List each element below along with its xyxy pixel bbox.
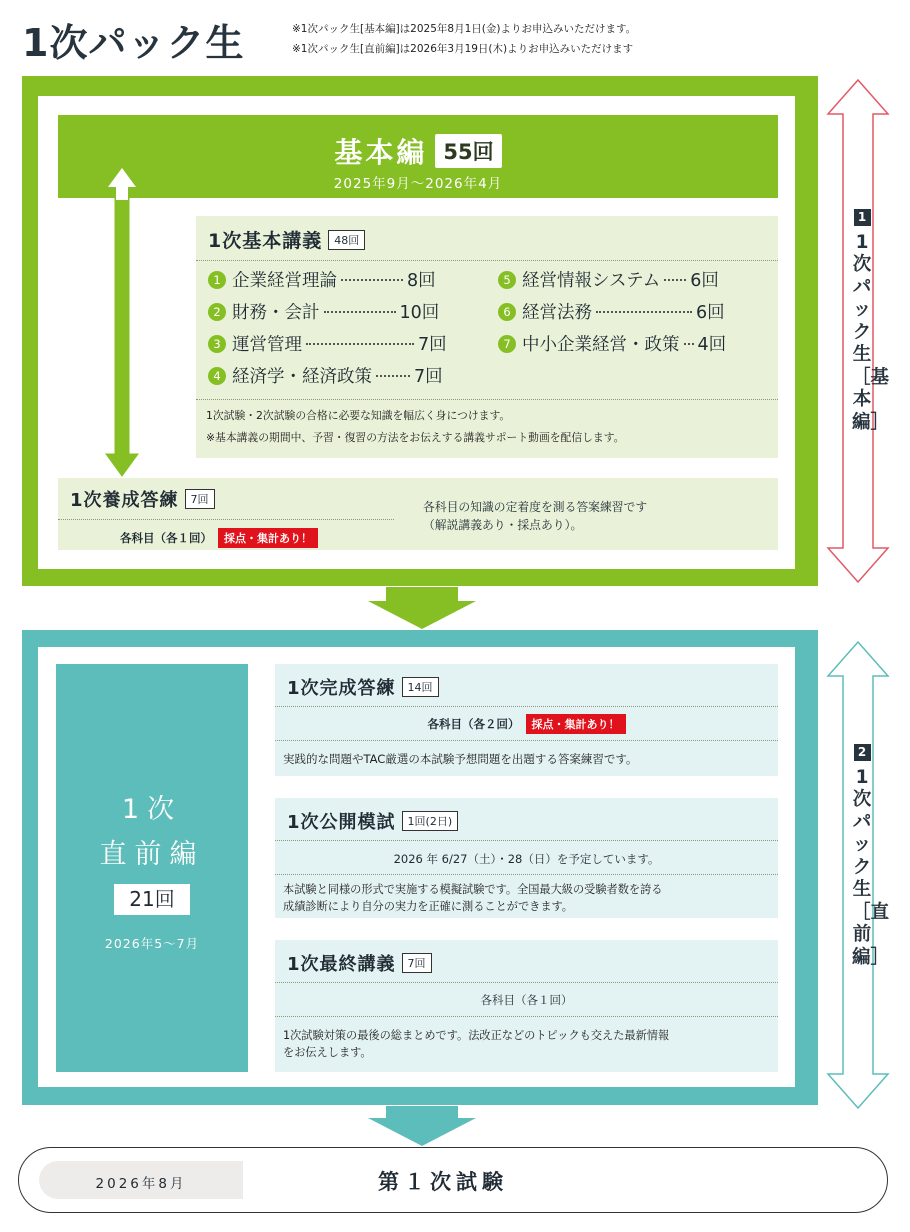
final-lecture-box: [275, 940, 778, 1072]
subject-name: 経営情報システム: [522, 271, 661, 291]
side-label-text: 1次パック生［基本編］: [852, 231, 890, 433]
dot-leader: [664, 279, 686, 281]
mock-exam-desc-1: 本試験と同様の形式で実施する模擬試験です。全国最大級の受験者数を誇る: [283, 883, 663, 896]
dot-leader: [684, 343, 694, 345]
down-arrow: [368, 1106, 476, 1146]
subject-name: 運営管理: [232, 335, 302, 355]
subject-item: [208, 363, 443, 388]
divider: [275, 1016, 778, 1017]
subject-name: 経営法務: [522, 303, 592, 323]
subject-count: 7回: [418, 335, 447, 355]
direct-side-label: [842, 740, 890, 969]
direct-side-title-1: 1次: [121, 794, 183, 825]
direct-count-badge: 21回: [114, 884, 190, 915]
final-lecture-count-tag: 7回: [402, 953, 432, 973]
lecture-title-text: 1次基本講義: [208, 230, 323, 252]
subject-item: [498, 331, 726, 356]
basic-title: [58, 131, 778, 171]
drill-title: [70, 486, 215, 512]
lecture-count-tag: 48回: [328, 230, 365, 250]
mock-exam-title: [287, 808, 458, 834]
divider: [275, 874, 778, 875]
drill-subtitle: [120, 528, 318, 548]
final-lecture-desc-2: をお伝えします。: [283, 1046, 372, 1059]
subject-number: 3: [208, 335, 226, 353]
final-lecture-desc-1: 1次試験対策の最後の総まとめです。法改正などのトピックも交えた最新情報: [283, 1029, 670, 1042]
basic-count-badge: 55回: [435, 134, 501, 168]
subject-item: [498, 299, 725, 324]
lecture-desc: 1次試験・2次試験の合格に必要な知識を幅広く身につけます。: [206, 409, 511, 422]
lecture-title: [208, 226, 365, 253]
complete-drill-box: [275, 664, 778, 776]
divider: [196, 399, 778, 400]
drill-count-tag: 7回: [185, 489, 215, 509]
subject-count: 10回: [399, 303, 440, 323]
subject-count: 6回: [690, 271, 719, 291]
drill-desc-line2: （解説講義あり・採点あり）。: [423, 518, 583, 532]
subject-item: [498, 267, 719, 292]
mock-exam-count-tag: 1回(2日): [402, 811, 459, 831]
drill-desc: [423, 498, 647, 534]
subject-number: 6: [498, 303, 516, 321]
drill-title-text: 1次養成答練: [70, 490, 179, 511]
mock-exam-title-text: 1次公開模試: [287, 812, 396, 833]
subject-number: 7: [498, 335, 516, 353]
side-label-text: 1次パック生［直前編］: [852, 766, 890, 968]
complete-drill-subtitle-text: 各科目（各２回）: [427, 717, 520, 731]
mock-exam-box: [275, 798, 778, 918]
exam-title: 第１次試験: [378, 1170, 508, 1194]
complete-drill-desc: 実践的な問題やTAC厳選の本試験予想問題を出題する答案練習です。: [283, 752, 638, 766]
scoring-badge: 採点・集計あり！: [526, 714, 626, 734]
notice-direct: ※1次パック生[直前編]は2026年3月19日(木)よりお申込みいただけます: [292, 43, 634, 55]
scoring-badge: 採点・集計あり！: [218, 528, 318, 548]
subject-count: 7回: [414, 367, 443, 387]
lecture-box: [196, 216, 778, 458]
basic-header: [58, 115, 778, 198]
drill-subtitle-text: 各科目（各１回）: [120, 531, 212, 545]
dot-leader: [376, 375, 410, 377]
dot-leader: [341, 279, 403, 281]
direct-side-title-2: 直前編: [99, 839, 205, 870]
subject-number: 4: [208, 367, 226, 385]
complete-drill-subtitle: [275, 714, 778, 734]
direct-period: 2026年5～7月: [104, 936, 200, 951]
subject-name: 経済学・経済政策: [232, 367, 372, 387]
lecture-note: ※基本講義の期間中、予習・復習の方法をお伝えする講義サポート動画を配信します。: [206, 431, 625, 444]
subject-item: [208, 331, 447, 356]
subject-count: 6回: [696, 303, 725, 323]
down-arrow: [368, 587, 476, 629]
page-title: 1次パック生: [22, 21, 245, 65]
dot-leader: [306, 343, 414, 345]
mock-exam-schedule: 2026 年 6/27（土）・28（日）を予定しています。: [393, 852, 660, 866]
drill-desc-line1: 各科目の知識の定着度を測る答案練習です: [423, 500, 648, 514]
final-lecture-title: [287, 950, 432, 976]
complete-drill-title: [287, 674, 439, 700]
subject-number: 2: [208, 303, 226, 321]
mock-exam-desc-2: 成績診断により自分の実力を正確に測ることができます。: [283, 900, 573, 913]
divider: [196, 260, 778, 261]
basic-title-text: 基本編: [334, 136, 428, 169]
basic-span-arrow: [102, 160, 142, 482]
subject-name: 企業経営理論: [232, 271, 337, 291]
side-label-number: 1: [854, 209, 871, 226]
exam-bar: [18, 1147, 888, 1213]
dot-leader: [324, 311, 396, 313]
drill-box: [58, 478, 778, 550]
divider: [275, 740, 778, 741]
complete-drill-title-text: 1次完成答練: [287, 678, 396, 699]
subject-name: 財務・会計: [232, 303, 320, 323]
direct-side-panel: [56, 664, 248, 1072]
complete-drill-count-tag: 14回: [402, 677, 439, 697]
notice-basic: ※1次パック生[基本編]は2025年8月1日(金)よりお申込みいただけます。: [292, 23, 637, 35]
divider: [275, 840, 778, 841]
basic-period: 2025年9月～2026年4月: [333, 176, 503, 192]
dot-leader: [596, 311, 692, 313]
subject-number: 5: [498, 271, 516, 289]
subject-item: [208, 299, 439, 324]
subject-count: 8回: [407, 271, 436, 291]
subject-number: 1: [208, 271, 226, 289]
subject-name: 中小企業経営・政策: [522, 335, 680, 355]
side-label-number: 2: [854, 744, 871, 761]
divider: [58, 519, 394, 520]
exam-date: 2026年8月: [95, 1176, 187, 1192]
subject-count: 4回: [697, 335, 727, 355]
divider: [275, 706, 778, 707]
basic-side-label: [842, 205, 890, 434]
final-lecture-title-text: 1次最終講義: [287, 954, 396, 975]
final-lecture-subtitle: 各科目（各１回）: [480, 993, 573, 1007]
subject-item: [208, 267, 436, 292]
divider: [275, 982, 778, 983]
